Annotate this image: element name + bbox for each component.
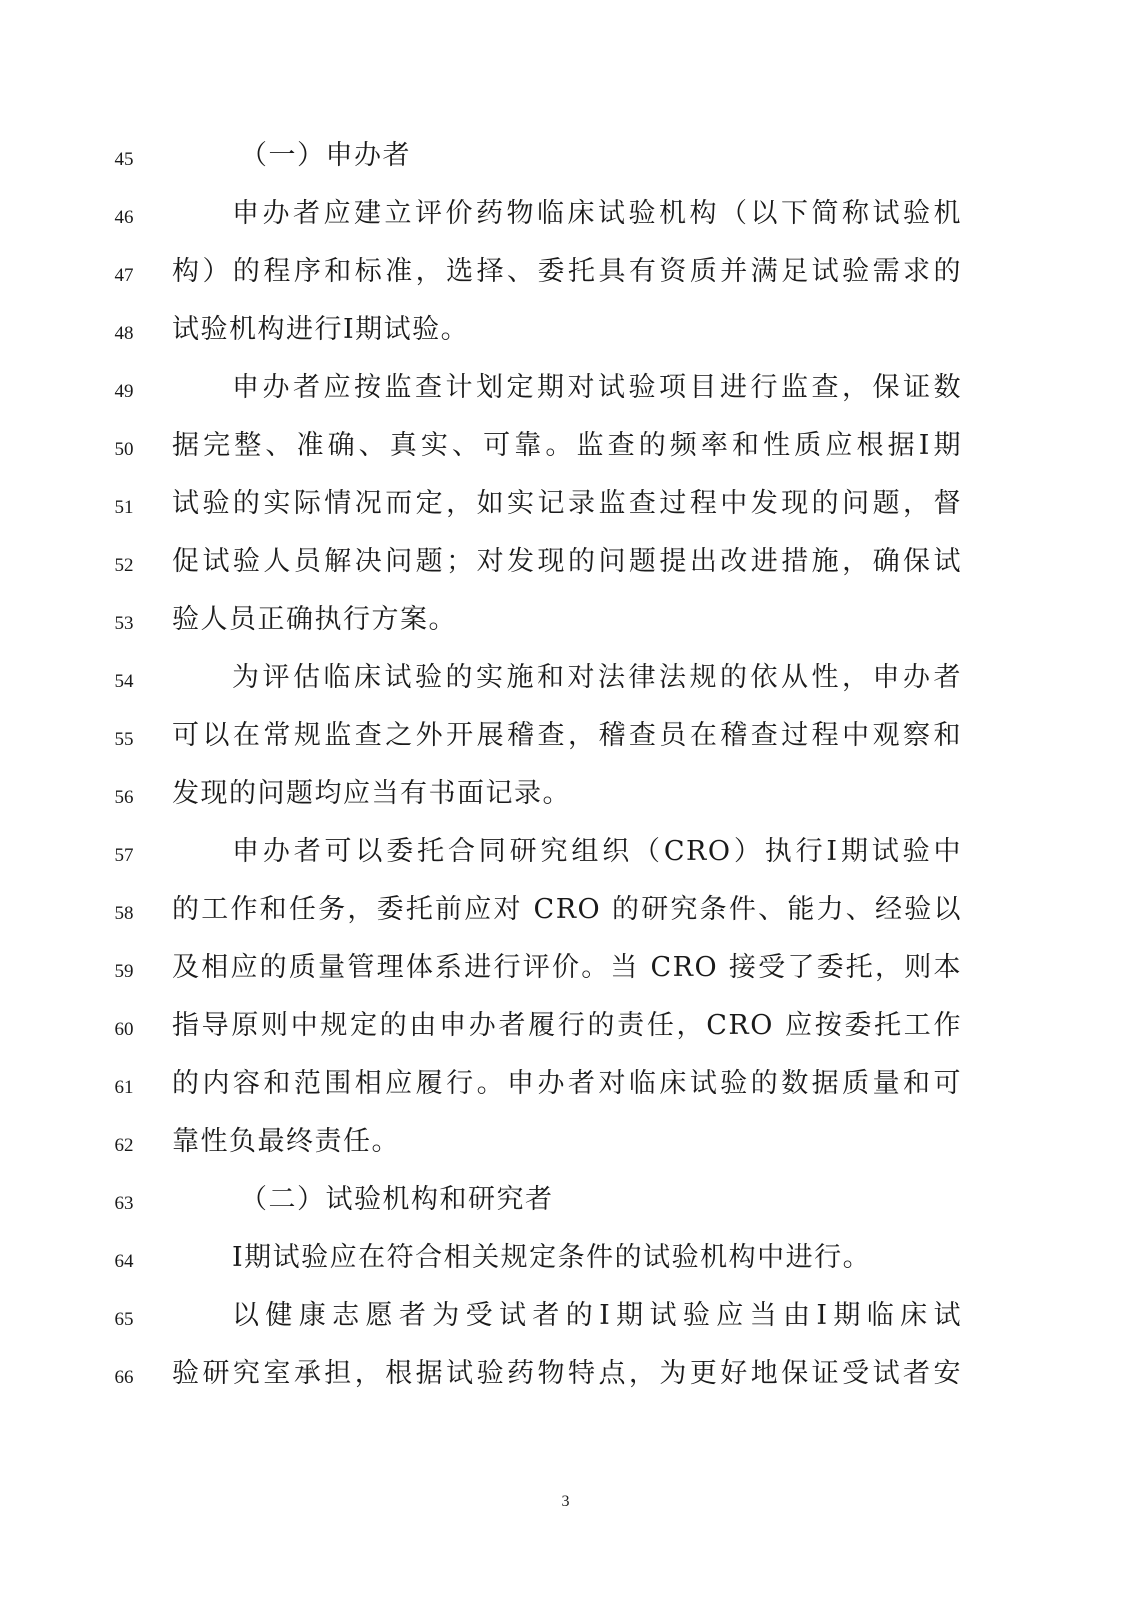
line-text: 验人员正确执行方案。 (172, 604, 457, 635)
line-number: 58 (114, 903, 134, 924)
line-text: 可以在常规监查之外开展稽查，稽查员在稽查过程中观察和 (172, 720, 962, 751)
text-line (0, 368, 1131, 408)
line-text: 以健康志愿者为受试者的Ⅰ期试验应当由Ⅰ期临床试 (232, 1300, 962, 1331)
line-number: 57 (114, 845, 134, 866)
line-number: 64 (114, 1251, 134, 1272)
line-number: 50 (114, 439, 134, 460)
line-number: 46 (114, 207, 134, 228)
text-line (0, 1064, 1131, 1104)
text-line (0, 1180, 1131, 1220)
line-number: 62 (114, 1135, 134, 1156)
line-number: 48 (114, 323, 134, 344)
text-line (0, 426, 1131, 466)
text-line (0, 600, 1131, 640)
line-text: 及相应的质量管理体系进行评价。当 CRO 接受了委托，则本 (172, 952, 962, 983)
text-line (0, 948, 1131, 988)
text-line (0, 542, 1131, 582)
line-text: 申办者可以委托合同研究组织（CRO）执行Ⅰ期试验中 (232, 836, 962, 867)
text-line (0, 252, 1131, 292)
line-number: 53 (114, 613, 134, 634)
line-number: 49 (114, 381, 134, 402)
line-text: 验研究室承担，根据试验药物特点，为更好地保证受试者安 (172, 1358, 962, 1389)
line-text: 促试验人员解决问题；对发现的问题提出改进措施，确保试 (172, 546, 962, 577)
line-number: 45 (114, 149, 134, 170)
text-line (0, 136, 1131, 176)
text-line (0, 1354, 1131, 1394)
line-number: 52 (114, 555, 134, 576)
line-text: Ⅰ期试验应在符合相关规定条件的试验机构中进行。 (232, 1242, 872, 1273)
line-number: 47 (114, 265, 134, 286)
page-number: 3 (561, 1493, 570, 1510)
line-number: 51 (114, 497, 134, 518)
text-line (0, 1006, 1131, 1046)
line-text: 靠性负最终责任。 (172, 1126, 400, 1157)
section-heading: （二）试验机构和研究者 (240, 1184, 554, 1215)
text-line (0, 832, 1131, 872)
line-text: 申办者应建立评价药物临床试验机构（以下简称试验机 (232, 198, 962, 229)
line-number: 54 (114, 671, 134, 692)
line-text: 为评估临床试验的实施和对法律法规的依从性，申办者 (232, 662, 962, 693)
text-line (0, 484, 1131, 524)
text-line (0, 1122, 1131, 1162)
line-text: 试验机构进行Ⅰ期试验。 (172, 314, 470, 345)
text-line (0, 774, 1131, 814)
text-line (0, 194, 1131, 234)
line-text: 构）的程序和标准，选择、委托具有资质并满足试验需求的 (172, 256, 962, 287)
text-line (0, 310, 1131, 350)
line-text: 试验的实际情况而定，如实记录监查过程中发现的问题，督 (172, 488, 962, 519)
section-heading: （一）申办者 (240, 140, 411, 171)
line-number: 61 (114, 1077, 134, 1098)
line-number: 55 (114, 729, 134, 750)
line-number: 63 (114, 1193, 134, 1214)
line-text: 据完整、准确、真实、可靠。监查的频率和性质应根据Ⅰ期 (172, 430, 962, 461)
line-text: 指导原则中规定的由申办者履行的责任，CRO 应按委托工作 (172, 1010, 962, 1041)
text-line (0, 890, 1131, 930)
text-line (0, 1296, 1131, 1336)
line-text: 的工作和任务，委托前应对 CRO 的研究条件、能力、经验以 (172, 894, 962, 925)
line-text: 申办者应按监查计划定期对试验项目进行监查，保证数 (232, 372, 962, 403)
text-line (0, 658, 1131, 698)
line-number: 60 (114, 1019, 134, 1040)
text-line (0, 716, 1131, 756)
line-text: 的内容和范围相应履行。申办者对临床试验的数据质量和可 (172, 1068, 962, 1099)
text-line (0, 1238, 1131, 1278)
line-number: 59 (114, 961, 134, 982)
line-number: 56 (114, 787, 134, 808)
line-number: 65 (114, 1309, 134, 1330)
line-number: 66 (114, 1367, 134, 1388)
line-text: 发现的问题均应当有书面记录。 (172, 778, 571, 809)
